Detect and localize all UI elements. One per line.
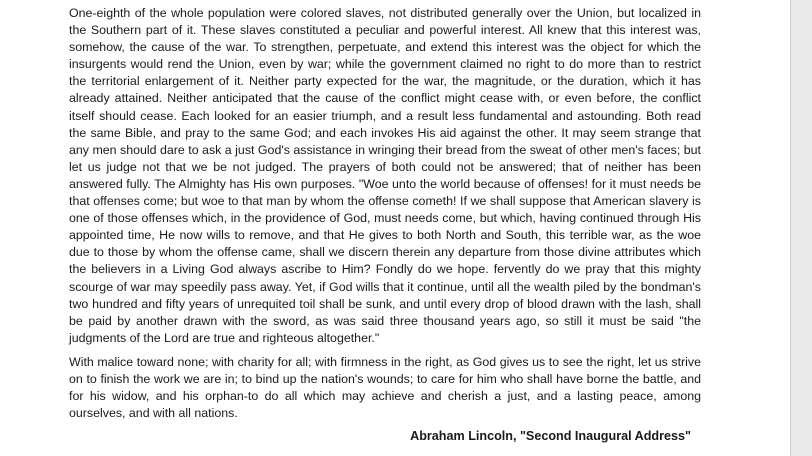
attribution-line[interactable]: Abraham Lincoln, "Second Inaugural Address" bbox=[410, 429, 691, 444]
vertical-scrollbar[interactable] bbox=[790, 0, 812, 456]
paragraph-2[interactable]: With malice toward none; with charity for all; with firmness in the right, as God gives us to see the right, let us strive on to finish the work we are in; to bind up the nation's wounds; to care for him who shall have borne the battle, and for his widow, and his orphan-to do all which may achieve and cherish a just, and a lasting peace, among ourselves, and with all nations. bbox=[69, 354, 701, 421]
paragraph-1[interactable]: One-eighth of the whole population were colored slaves, not distributed generally over the Union, but localized in the Southern part of it. These slaves constituted a peculiar and powerful interest. All knew that this interest was, somehow, the cause of the war. To strengthen, perpetuate, and extend this interest was the object for which the insurgents would rend the Union, even by war; while the government claimed no right to do more than to restrict the territorial enlargement of it. Neither party expected for the war, the magnitude, or the duration, which it has already attained. Neither anticipated that the cause of the conflict might cease with, or even before, the conflict itself should cease. Each looked for an easier triumph, and a result less fundamental and astounding. Both read the same Bible, and pray to the same God; and each invokes His aid against the other. It may seem strange that any men should dare to ask a just God's assistance in wringing their bread from the sweat of other men's faces; but let us judge not that we be not judged. The prayers of both could not be answered; that of neither has been answered fully. The Almighty has His own purposes. "Woe unto the world because of offenses! for it must needs be that offenses come; but woe to that man by whom the offense cometh! If we shall suppose that American slavery is one of those offenses which, in the providence of God, must needs come, but which, having continued through His appointed time, He now wills to remove, and that He gives to both North and South, this terrible war, as the woe due to those by whom the offense came, shall we discern therein any departure from those divine attributes which the believers in a Living God always ascribe to Him? Fondly do we hope. fervently do we pray that this mighty scourge of war may speedily pass away. Yet, if God wills that it continue, until all the wealth piled by the bondman's two hundred and fifty years of unrequited toil shall be sunk, and until every drop of blood drawn with the lash, shall be paid by another drawn with the sword, as was said three thousand years ago, so still it must be said "the judgments of the Lord are true and righteous altogether." bbox=[69, 6, 701, 345]
document-body[interactable] bbox=[69, 5, 701, 445]
